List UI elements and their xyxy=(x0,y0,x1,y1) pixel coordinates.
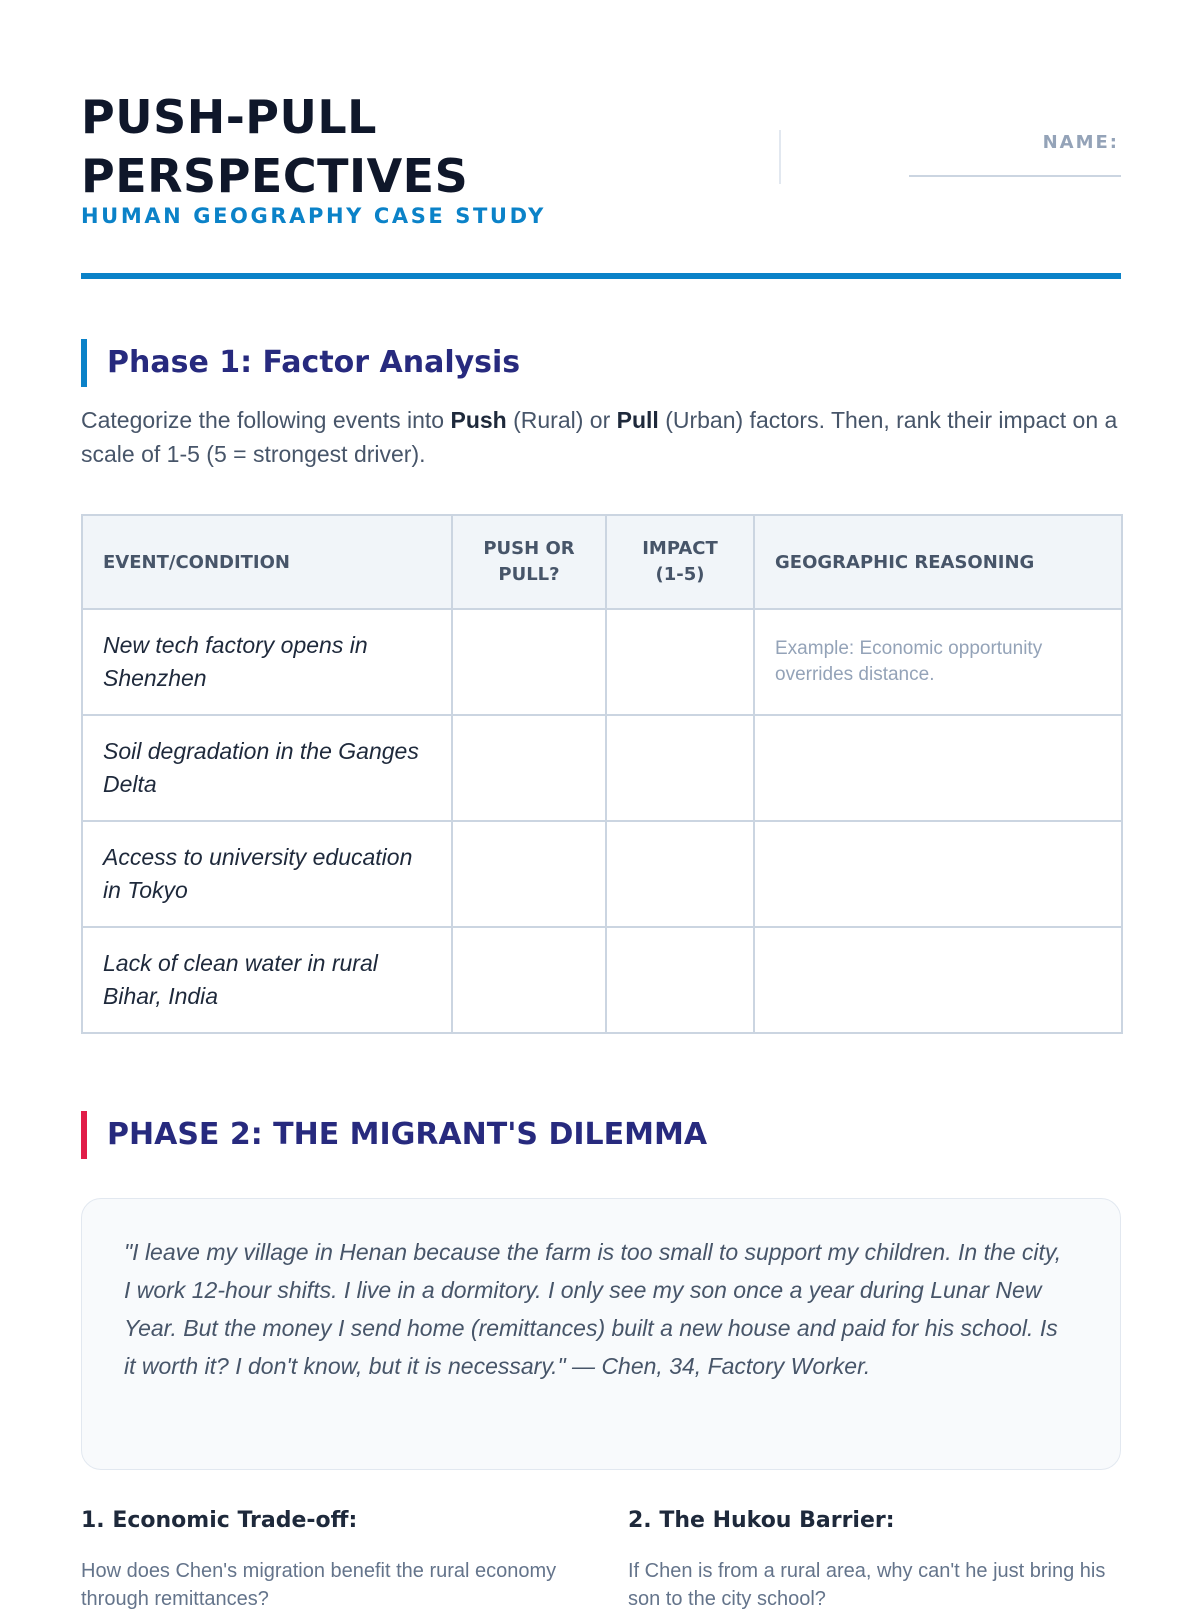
reasoning-cell[interactable]: Example: Economic opportunity overrides distance. xyxy=(754,609,1122,715)
intro-text-2: (Rural) or xyxy=(506,407,617,433)
push-pull-cell[interactable] xyxy=(452,715,606,821)
table-row xyxy=(82,609,1122,715)
migrant-quote-box xyxy=(81,1198,1121,1470)
question-1-title: 1. Economic Trade-off: xyxy=(81,1508,358,1533)
table-row xyxy=(82,715,1122,821)
header-divider xyxy=(779,130,781,184)
event-cell: Access to university education in Tokyo xyxy=(82,821,452,927)
migrant-quote: "I leave my village in Henan because the farm is too small to support my children. In the city, I work 12-hour shifts. I live in a dormitory. I only see my son once a year during Lunar New Year. But the money I send home (remittances) built a new house and paid for his school. Is it worth it? I don't know, but it is necessary." — Chen, 34, Factory Worker. xyxy=(124,1239,1062,1379)
phase2-heading xyxy=(81,1111,881,1159)
header-impact: IMPACT (1-5) xyxy=(606,515,754,609)
header-push-pull: PUSH OR PULL? xyxy=(452,515,606,609)
question-1-text: How does Chen's migration benefit the rural economy through remittances? xyxy=(81,1560,557,1610)
phase1-instructions xyxy=(81,403,1121,471)
reasoning-cell[interactable] xyxy=(754,715,1122,821)
phase1-accent-bar xyxy=(81,339,87,387)
push-pull-cell[interactable] xyxy=(452,609,606,715)
impact-cell[interactable] xyxy=(606,715,754,821)
question-2-text: If Chen is from a rural area, why can't he just bring his son to the city school? xyxy=(628,1560,1106,1610)
header-rule xyxy=(81,273,1121,279)
impact-cell[interactable] xyxy=(606,609,754,715)
event-cell: Soil degradation in the Ganges Delta xyxy=(82,715,452,821)
phase2-title: PHASE 2: THE MIGRANT'S DILEMMA xyxy=(107,1117,708,1152)
reasoning-cell[interactable] xyxy=(754,927,1122,1033)
question-2-title: 2. The Hukou Barrier: xyxy=(628,1508,895,1533)
phase2-accent-bar xyxy=(81,1111,87,1159)
table-row xyxy=(82,927,1122,1033)
event-cell: Lack of clean water in rural Bihar, India xyxy=(82,927,452,1033)
intro-pull: Pull xyxy=(616,407,659,433)
event-cell: New tech factory opens in Shenzhen xyxy=(82,609,452,715)
title-line-1: PUSH-PULL xyxy=(81,90,377,144)
impact-cell[interactable] xyxy=(606,821,754,927)
page-title xyxy=(81,88,468,206)
reasoning-cell[interactable] xyxy=(754,821,1122,927)
question-2 xyxy=(628,1508,1128,1613)
question-1 xyxy=(81,1508,581,1613)
table-header-row xyxy=(82,515,1122,609)
impact-cell[interactable] xyxy=(606,927,754,1033)
intro-push: Push xyxy=(450,407,507,433)
name-label: NAME: xyxy=(1042,132,1119,153)
push-pull-cell[interactable] xyxy=(452,821,606,927)
name-input-line[interactable] xyxy=(909,175,1121,177)
header-event: EVENT/CONDITION xyxy=(82,515,452,609)
page-subtitle: HUMAN GEOGRAPHY CASE STUDY xyxy=(81,204,546,228)
phase1-heading xyxy=(81,339,781,387)
title-line-2: PERSPECTIVES xyxy=(81,149,469,203)
factor-analysis-table xyxy=(81,514,1123,1034)
worksheet-header xyxy=(81,80,1121,230)
intro-text-3: (Urban) factors. Then, rank their impact on a scale of 1-5 (5 = strongest driver). xyxy=(81,407,1118,467)
header-reasoning: GEOGRAPHIC REASONING xyxy=(754,515,1122,609)
table-row xyxy=(82,821,1122,927)
phase1-title: Phase 1: Factor Analysis xyxy=(107,345,521,380)
push-pull-cell[interactable] xyxy=(452,927,606,1033)
intro-text-1: Categorize the following events into xyxy=(81,407,451,433)
